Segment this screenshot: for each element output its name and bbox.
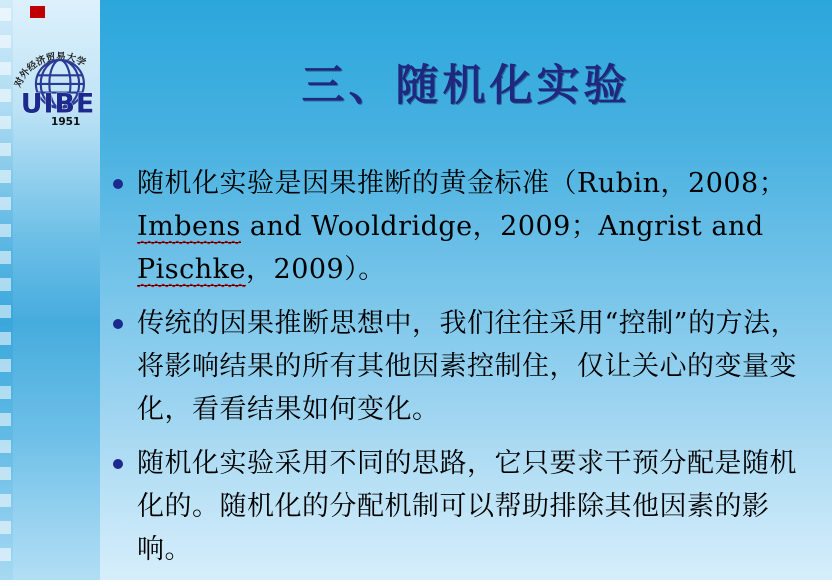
filmstrip-square [0,278,11,291]
bullet1-seg-a: 随机化实验是因果推断的黄金标准（Rubin，2008； [137,168,787,199]
bullet-item-1 [104,162,804,291]
filmstrip-square [0,359,11,372]
bullet1-name-pischke: Pischke [137,254,247,285]
filmstrip-square [0,521,11,534]
filmstrip-square [0,386,11,399]
bullet-dot-icon [113,179,123,189]
red-accent-square [30,6,45,18]
bullet-text-2: 传统的因果推断思想中，我们往往采用“控制”的方法，将影响结果的所有其他因素控制住，仅让关心的变量变化，看看结果如何变化。 [137,308,799,425]
bullet-item-2 [104,302,804,431]
bullet-item-3 [104,442,804,571]
slide-bottom-edge [0,580,832,586]
filmstrip-square [0,8,11,21]
filmstrip-square [0,494,11,507]
bullet-dot-icon [113,319,123,329]
bullet-dot-icon [113,459,123,469]
filmstrip-square [0,170,11,183]
filmstrip-square [0,143,11,156]
filmstrip-square [0,413,11,426]
filmstrip-square [0,197,11,210]
logo-acronym: UIBE [20,88,96,120]
filmstrip-square [0,332,11,345]
filmstrip-square [0,305,11,318]
filmstrip-square [0,548,11,561]
filmstrip-square [0,251,11,264]
bullet1-seg-b: and Wooldridge，2009；Angrist and [240,211,764,242]
filmstrip-square [0,440,11,453]
bullet1-seg-c: ，2009）。 [246,254,386,285]
filmstrip-square [0,224,11,237]
slide-title: 三、随机化实验 [301,61,631,111]
uibe-university-logo [10,34,106,130]
bullet-text-3: 随机化实验采用不同的思路，它只要求干预分配是随机化的。随机化的分配机制可以帮助排除其他因素的影响。 [137,448,797,565]
bullet-text-1 [137,162,804,291]
filmstrip-square [0,467,11,480]
bullet1-name-imbens: Imbens [137,211,241,242]
slide-body [104,162,804,582]
logo-arc-text: 对外经济贸易大学 [12,51,88,90]
logo-year: 1951 [51,116,81,129]
